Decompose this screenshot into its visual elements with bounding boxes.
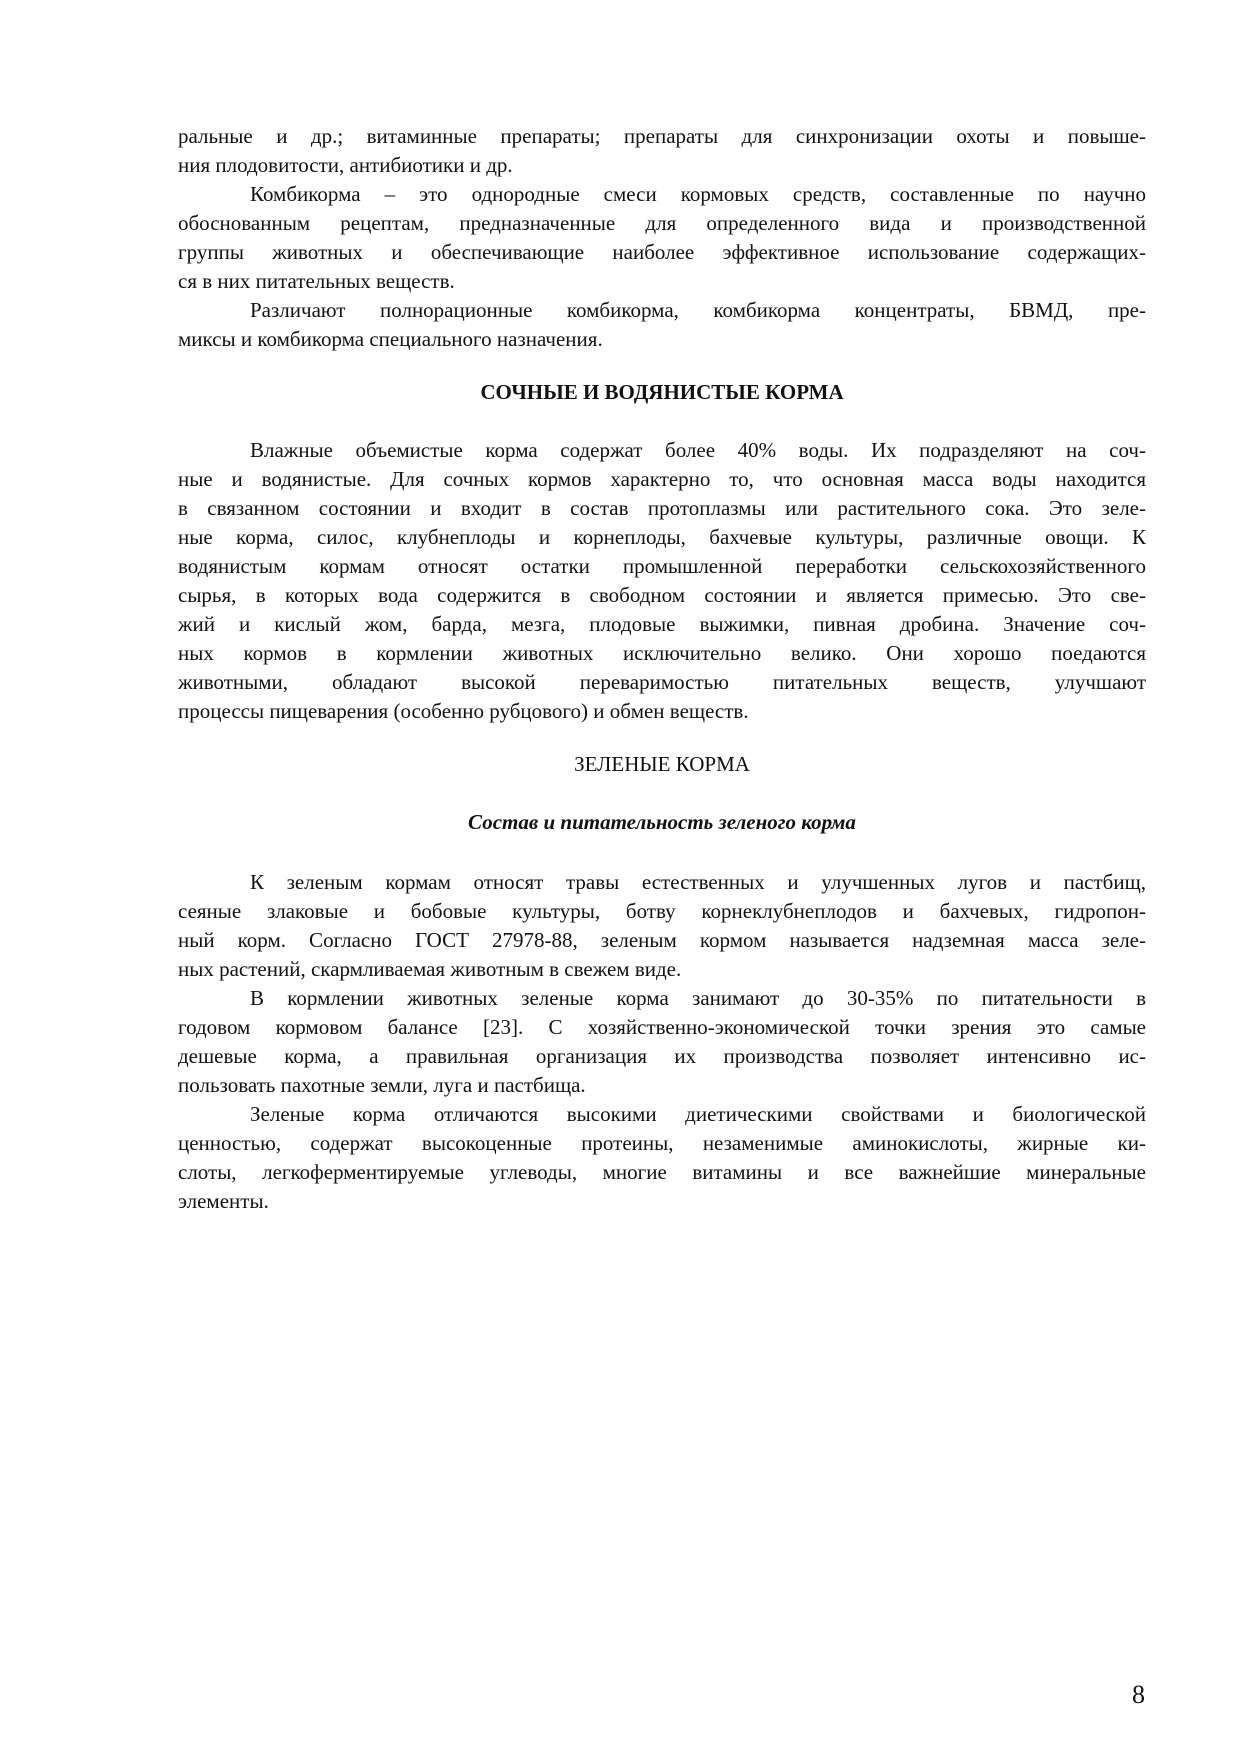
paragraph: [178, 868, 1146, 984]
text-line: в связанном состоянии и входит в состав протоплазмы или растительного сока. Это зеле-: [178, 496, 1146, 520]
text-line: пользовать пахотные земли, луга и пастбища.: [178, 1073, 586, 1097]
paragraph: [178, 436, 1146, 726]
text-line: элементы.: [178, 1189, 269, 1213]
section-heading-green-feeds: ЗЕЛЕНЫЕ КОРМА: [574, 752, 750, 776]
text-line: Влажные объемистые корма содержат более 40% воды. Их подразделяют на соч-: [250, 438, 1146, 462]
section-heading-succulent-feeds: СОЧНЫЕ И ВОДЯНИСТЫЕ КОРМА: [480, 380, 844, 404]
page-number: 8: [1132, 1680, 1145, 1709]
text-line: сеяные злаковые и бобовые культуры, ботву корнеклубнеплодов и бахчевых, гидропон-: [178, 899, 1146, 923]
subsection-heading: Состав и питательность зеленого корма: [468, 810, 856, 834]
text-line: годовом кормовом балансе [23]. С хозяйственно-экономической точки зрения это самые: [178, 1015, 1146, 1039]
text-line: Различают полнорационные комбикорма, комбикорма концентраты, БВМД, пре-: [250, 298, 1146, 322]
text-line: ния плодовитости, антибиотики и др.: [178, 153, 513, 177]
text-line: Комбикорма – это однородные смеси кормовых средств, составленные по научно: [250, 182, 1146, 206]
intro-text: [178, 122, 1146, 354]
paragraph: [178, 296, 1146, 354]
text-line: В кормлении животных зеленые корма занимают до 30-35% по питательности в: [250, 986, 1146, 1010]
text-line: миксы и комбикорма специального назначения.: [178, 327, 603, 351]
text-line: ных растений, скармливаемая животным в свежем виде.: [178, 957, 682, 981]
text-line: ральные и др.; витаминные препараты; препараты для синхронизации охоты и повыше-: [178, 124, 1146, 148]
paragraph: [178, 1100, 1146, 1216]
text-line: сырья, в которых вода содержится в свободном состоянии и является примесью. Это све-: [178, 583, 1146, 607]
text-line: слоты, легкоферментируемые углеводы, многие витамины и все важнейшие минеральные: [178, 1160, 1146, 1184]
text-line: Зеленые корма отличаются высокими диетическими свойствами и биологической: [250, 1102, 1146, 1126]
section2-text: [178, 868, 1146, 1216]
section1-text: [178, 436, 1146, 726]
text-line: жий и кислый жом, барда, мезга, плодовые выжимки, пивная дробина. Значение соч-: [178, 612, 1146, 636]
paragraph: [178, 984, 1146, 1100]
text-line: процессы пищеварения (особенно рубцового) и обмен веществ.: [178, 699, 749, 723]
text-line: ценностью, содержат высокоценные протеины, незаменимые аминокислоты, жирные ки-: [178, 1131, 1146, 1155]
paragraph: [178, 122, 1146, 180]
text-line: ные корма, силос, клубнеплоды и корнеплоды, бахчевые культуры, различные овощи. К: [178, 525, 1146, 549]
text-line: животными, обладают высокой переваримостью питательных веществ, улучшают: [178, 670, 1146, 694]
text-line: дешевые корма, а правильная организация их производства позволяет интенсивно ис-: [178, 1044, 1146, 1068]
text-line: ный корм. Согласно ГОСТ 27978-88, зеленым кормом называется надземная масса зеле-: [178, 928, 1146, 952]
text-line: К зеленым кормам относят травы естественных и улучшенных лугов и пастбищ,: [250, 870, 1146, 894]
text-line: обоснованным рецептам, предназначенные для определенного вида и производственной: [178, 211, 1146, 235]
text-line: ся в них питательных веществ.: [178, 269, 455, 293]
text-line: ных кормов в кормлении животных исключительно велико. Они хорошо поедаются: [178, 641, 1146, 665]
paragraph: [178, 180, 1146, 296]
text-line: ные и водянистые. Для сочных кормов характерно то, что основная масса воды находится: [178, 467, 1146, 491]
text-line: группы животных и обеспечивающие наиболее эффективное использование содержащих-: [178, 240, 1146, 264]
text-line: водянистым кормам относят остатки промышленной переработки сельскохозяйственного: [178, 554, 1146, 578]
